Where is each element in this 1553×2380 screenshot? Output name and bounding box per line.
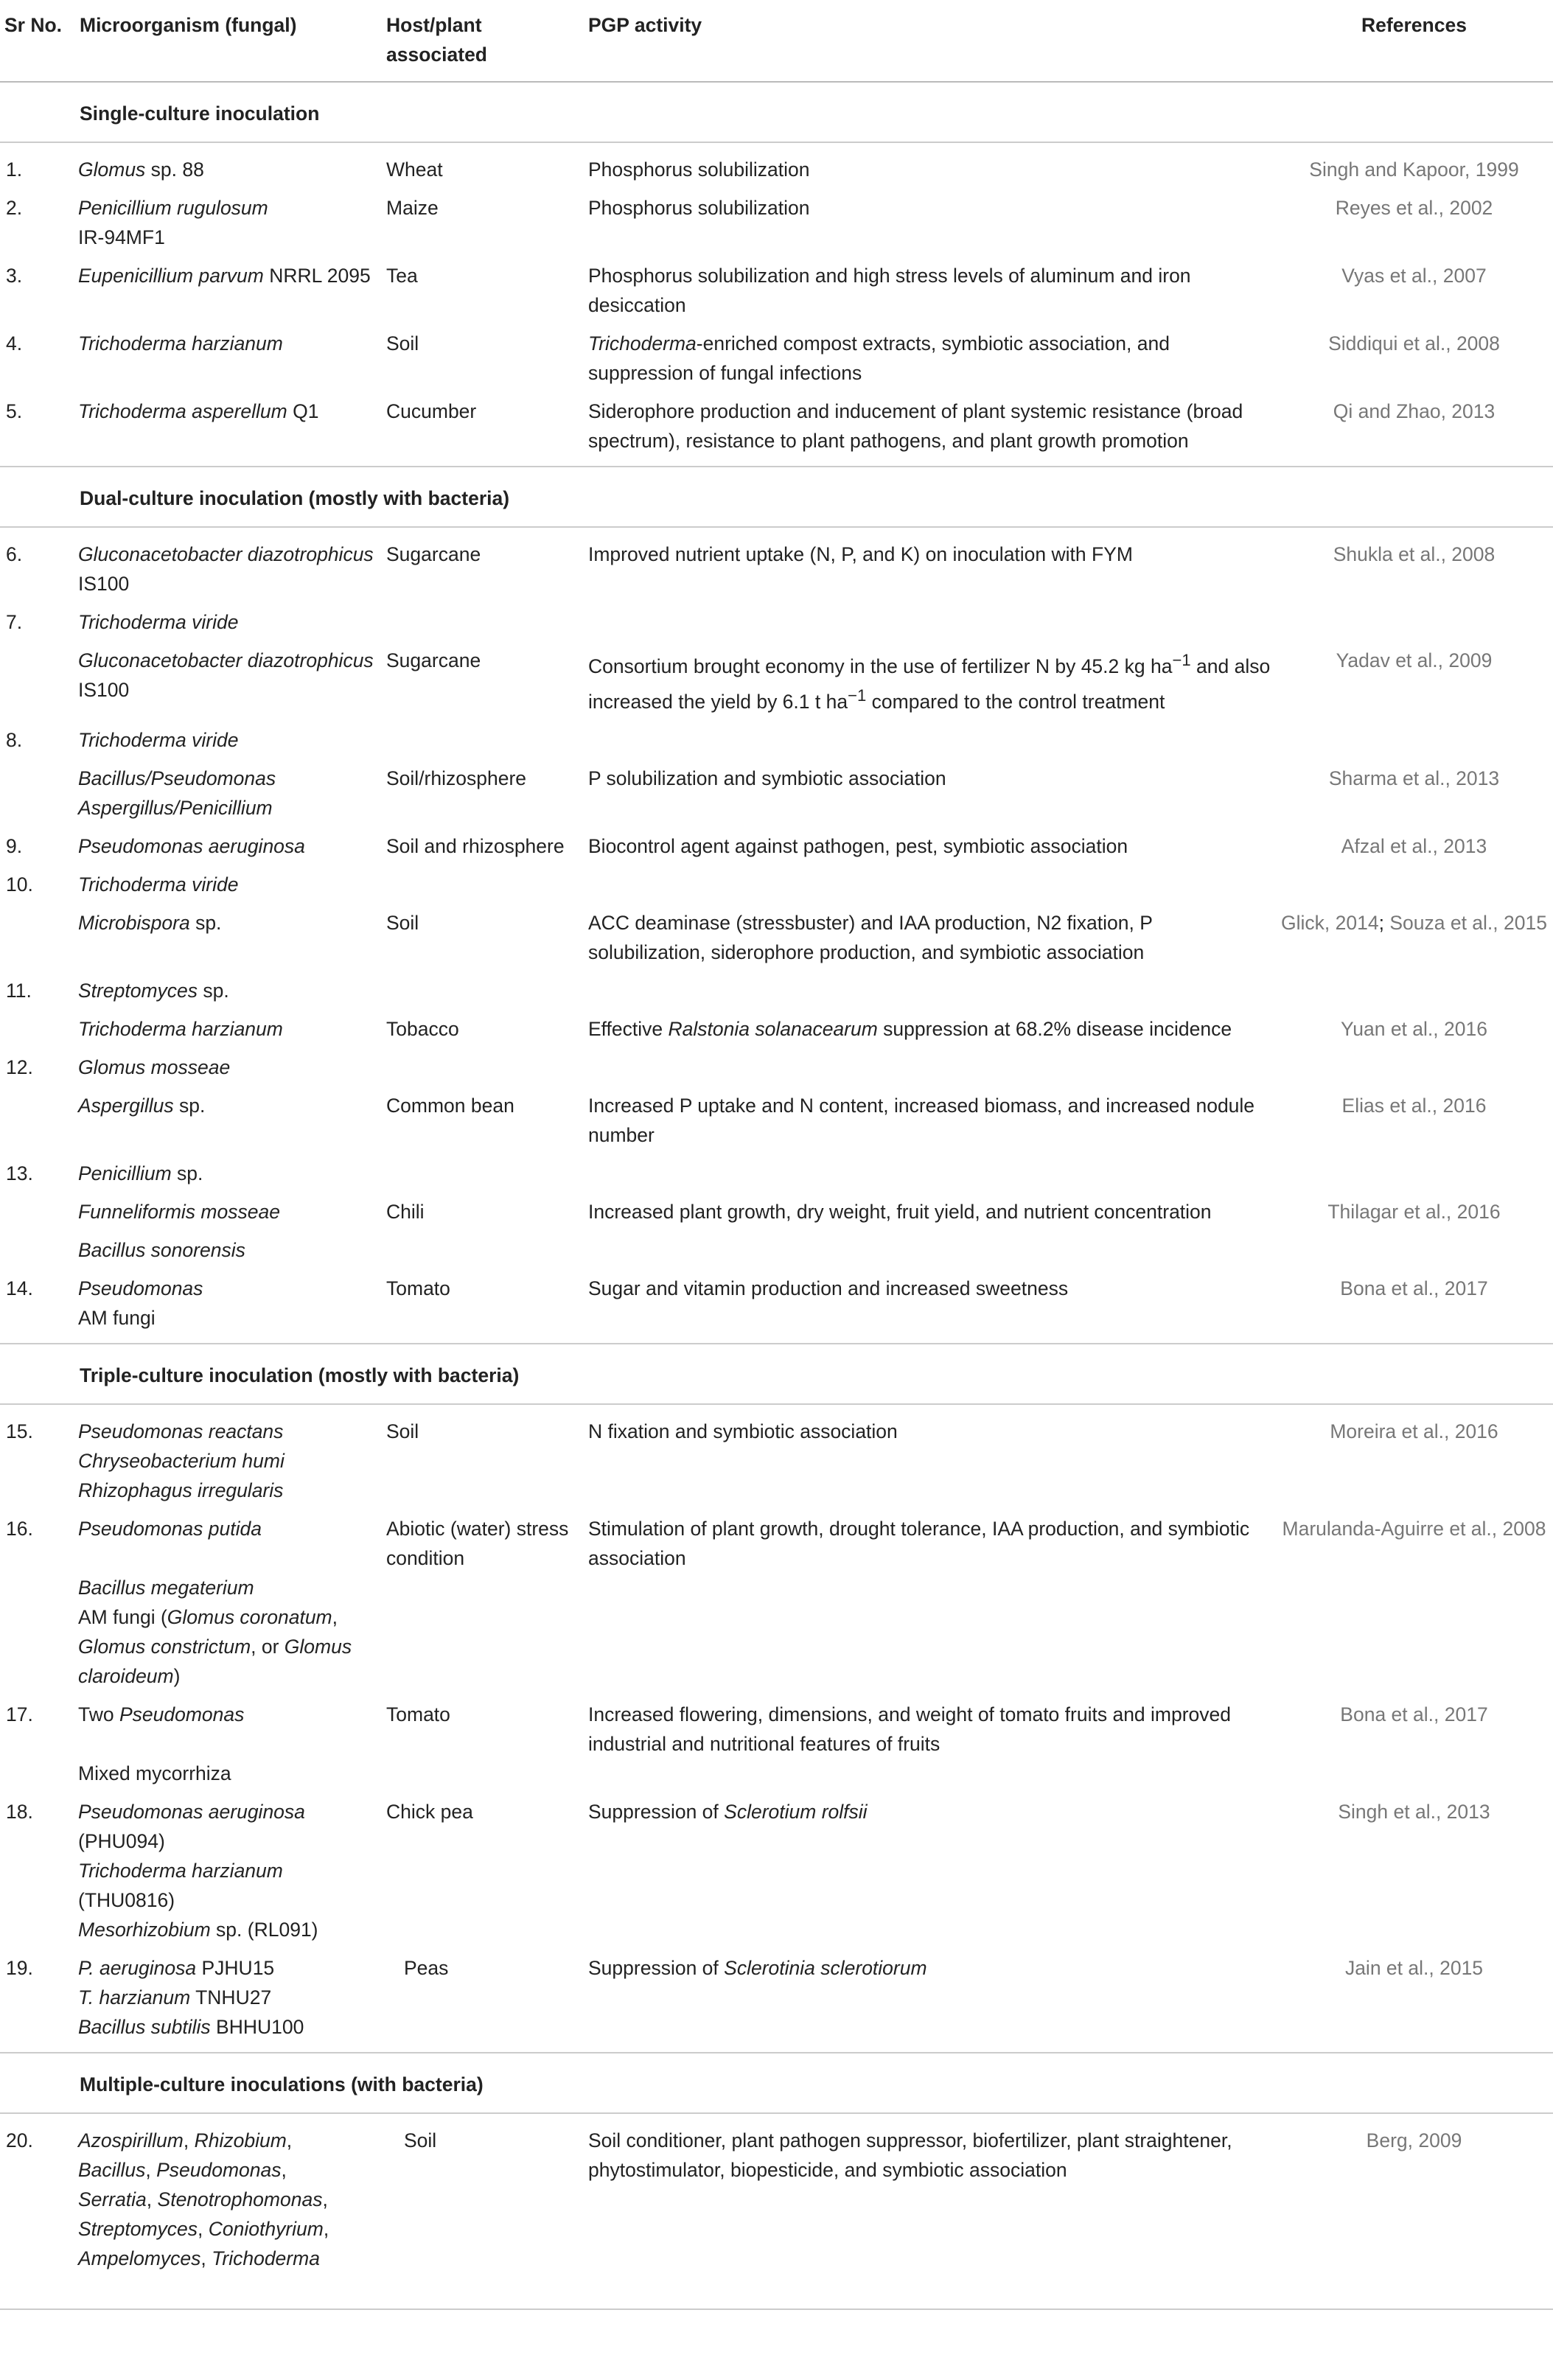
row-number: 17.: [6, 1703, 33, 1725]
pgp-cell: Increased flowering, dimensions, and weight of tomato fruits and improved industrial and nutritional features of fruits: [588, 1703, 1232, 1755]
pgp-cell: Siderophore production and inducement of plant systemic resistance (broad spectrum), resistance to plant pathogens, and plant growth promotion: [584, 392, 1277, 467]
row-number: 6.: [6, 543, 23, 565]
pgp-cell: Increased P uptake and N content, increased biomass, and increased nodule number: [588, 1094, 1255, 1146]
host-cell: Sugarcane: [386, 649, 481, 671]
row-number: 9.: [6, 834, 23, 857]
pgp-cell: ACC deaminase (stressbuster) and IAA production, N2 fixation, P solubilization, siderophore production, and symbiotic association: [588, 911, 1153, 963]
microorganism-cell: Funneliformis mosseae: [78, 1200, 280, 1223]
row-number: 2.: [6, 197, 23, 219]
pgp-cell: Suppression of Sclerotinia sclerotiorum: [584, 1949, 1277, 2053]
table-row: [0, 257, 1553, 324]
microorganism-cell: Trichoderma viride: [78, 728, 239, 751]
reference-link[interactable]: Shukla et al., 2008: [1333, 543, 1496, 565]
host-cell: Tomato: [382, 1269, 584, 1344]
microorganism-cell: Penicillium rugulosum IR-94MF1: [78, 197, 268, 248]
header-sr-no: Sr No.: [0, 0, 75, 82]
section-row-multiple: [0, 2053, 1553, 2113]
microorganism-cell: Pseudomonas aeruginosa: [78, 834, 305, 857]
microorganism-cell: Glomus mosseae: [78, 1055, 231, 1078]
table-row: [0, 1510, 1553, 1695]
host-cell: Tea: [386, 265, 418, 287]
host-cell: Cucumber: [382, 392, 584, 467]
pgp-cell: Improved nutrient uptake (N, P, and K) on inoculation with FYM: [588, 543, 1133, 565]
reference-link[interactable]: Bona et al., 2017: [1340, 1703, 1488, 1725]
host-cell: Common bean: [386, 1094, 514, 1117]
row-number: 14.: [0, 1269, 75, 1344]
host-cell: Tomato: [386, 1703, 450, 1725]
pgp-cell: P solubilization and symbiotic association: [588, 767, 946, 789]
row-number: 7.: [6, 611, 23, 633]
microorganism-cell: Azospirillum, Rhizobium, Bacillus, Pseudomonas, Serratia, Stenotrophomonas, Streptomyces, Coniothyrium, Ampelomyces, Trichoderma: [75, 2113, 382, 2309]
table-row: [0, 1793, 1553, 1949]
microorganism-cell: Aspergillus sp.: [78, 1094, 206, 1117]
table-row: [0, 759, 1553, 827]
row-number: 19.: [0, 1949, 75, 2053]
pgp-cell: Sugar and vitamin production and increased sweetness: [584, 1269, 1277, 1344]
reference-link[interactable]: Marulanda-Aguirre et al., 2008: [1282, 1517, 1546, 1540]
host-cell: Maize: [386, 197, 439, 219]
microorganism-cell: P. aeruginosa PJHU15 T. harzianum TNHU27 Bacillus subtilis BHHU100: [75, 1949, 382, 2053]
table-row-continuation: [0, 1154, 1553, 1193]
header-host: Host/plant associated: [382, 0, 584, 82]
row-number: 13.: [6, 1162, 33, 1184]
pgp-cell: Phosphorus solubilization: [588, 197, 810, 219]
pgp-cell: N fixation and symbiotic association: [588, 1420, 898, 1442]
reference-link[interactable]: Glick, 2014: [1281, 911, 1379, 934]
row-number: 11.: [6, 979, 32, 1002]
reference-link[interactable]: Siddiqui et al., 2008: [1328, 332, 1500, 355]
host-cell: Tobacco: [386, 1017, 459, 1040]
reference-link[interactable]: Moreira et al., 2016: [1330, 1420, 1498, 1442]
reference-link[interactable]: Yuan et al., 2016: [1341, 1017, 1487, 1040]
microorganism-cell: Pseudomonas AM fungi: [75, 1269, 382, 1344]
microorganism-cell: Trichoderma harzianum: [78, 1017, 283, 1040]
reference-link[interactable]: Thilagar et al., 2016: [1327, 1200, 1501, 1223]
pgp-cell: Consortium brought economy in the use of fertilizer N by 45.2 kg $ha^{-1}$ and also increased the yield by 6.1 t $ha^{-1}$ compared to the control treatment: [588, 651, 1271, 713]
pgp-cell: Suppression of Sclerotium rolfsii: [588, 1800, 868, 1823]
section-title-triple: Triple-culture inoculation (mostly with bacteria): [75, 1344, 1553, 1404]
pgp-cell: Trichoderma-enriched compost extracts, symbiotic association, and suppression of fungal infections: [588, 332, 1170, 384]
section-title-single: Single-culture inoculation: [75, 82, 1553, 142]
table-row: [0, 1949, 1553, 2053]
host-cell: Wheat: [386, 158, 443, 181]
reference-link[interactable]: Souza et al., 2015: [1389, 911, 1547, 934]
table-header-row: [0, 0, 1553, 82]
host-cell: Sugarcane: [386, 543, 481, 565]
microorganism-cell: Streptomyces sp.: [78, 979, 229, 1002]
header-pgp-activity: PGP activity: [584, 0, 1277, 82]
header-references: References: [1277, 0, 1553, 82]
table-row: [0, 189, 1553, 257]
host-cell: Soil: [386, 1420, 419, 1442]
table-row: [0, 1269, 1553, 1344]
microorganism-cell: Trichoderma viride: [78, 611, 239, 633]
row-number: 4.: [6, 332, 23, 355]
reference-link[interactable]: Singh and Kapoor, 1999: [1309, 158, 1519, 181]
microorganism-cell: Microbispora sp.: [78, 911, 222, 934]
table-row-continuation: [0, 603, 1553, 641]
microorganism-cell: Eupenicillium parvum NRRL 2095: [78, 265, 371, 287]
microorganism-cell: Gluconacetobacter diazotrophicus IS100: [78, 649, 374, 701]
row-number: 12.: [6, 1055, 33, 1078]
table-row: [0, 527, 1553, 603]
host-cell: Chick pea: [386, 1800, 473, 1823]
pgp-cell: Stimulation of plant growth, drought tolerance, IAA production, and symbiotic association: [588, 1517, 1250, 1569]
microorganism-cell: Pseudomonas aeruginosa (PHU094) Trichoderma harzianum (THU0816) Mesorhizobium sp. (RL091): [78, 1800, 318, 1941]
row-number: 20.: [0, 2113, 75, 2309]
table-row-continuation: [0, 1048, 1553, 1086]
reference-cell: Glick, 2014; Souza et al., 2015: [1281, 911, 1547, 934]
reference-link[interactable]: Elias et al., 2016: [1341, 1094, 1487, 1117]
table-row-continuation: [0, 971, 1553, 1010]
microorganism-cell: Pseudomonas putida Bacillus megaterium AM fungi (Glomus coronatum, Glomus constrictum, or Glomus claroideum): [78, 1517, 352, 1687]
table-row: [0, 142, 1553, 189]
table-row: [0, 827, 1553, 865]
row-number: 8.: [6, 728, 23, 751]
reference-link[interactable]: Jain et al., 2015: [1277, 1949, 1553, 2053]
table-row: [0, 904, 1553, 971]
section-title-dual: Dual-culture inoculation (mostly with bacteria): [75, 467, 1553, 527]
table-row-continuation: [0, 865, 1553, 904]
host-cell: Soil: [386, 332, 419, 355]
table-row: [0, 1010, 1553, 1048]
section-row-single: [0, 82, 1553, 142]
host-cell: Peas: [382, 1949, 584, 2053]
microorganism-cell: Trichoderma viride: [78, 873, 239, 896]
row-number: 16.: [6, 1517, 33, 1540]
microorganism-cell: Bacillus/Pseudomonas Aspergillus/Penicillium: [78, 767, 276, 819]
section-row-dual: [0, 467, 1553, 527]
microorganism-cell: Glomus sp. 88: [78, 158, 204, 181]
host-cell: Soil: [382, 2113, 584, 2309]
host-cell: Soil: [386, 911, 419, 934]
host-cell: Soil/rhizosphere: [386, 767, 527, 789]
table-row: [0, 324, 1553, 392]
table-row: [0, 641, 1553, 721]
pgp-cell: Effective Ralstonia solanacearum suppression at 68.2% disease incidence: [588, 1017, 1232, 1040]
pgp-cell: Soil conditioner, plant pathogen suppressor, biofertilizer, plant straightener, phytostimulator, biopesticide, and symbiotic association: [584, 2113, 1277, 2309]
reference-link[interactable]: Yadav et al., 2009: [1336, 649, 1493, 671]
reference-link[interactable]: Reyes et al., 2002: [1335, 197, 1493, 219]
row-number: 15.: [6, 1420, 33, 1442]
table-row: [0, 1695, 1553, 1793]
microorganism-cell: Pseudomonas reactans Chryseobacterium humi Rhizophagus irregularis: [78, 1420, 285, 1501]
row-number: 18.: [6, 1800, 33, 1823]
reference-link[interactable]: Qi and Zhao, 2013: [1277, 392, 1553, 467]
microorganism-cell: Trichoderma harzianum: [78, 332, 283, 355]
reference-link[interactable]: Vyas et al., 2007: [1341, 265, 1487, 287]
microorganism-cell: Trichoderma asperellum Q1: [75, 392, 382, 467]
reference-link[interactable]: Afzal et al., 2013: [1341, 834, 1487, 857]
table-row-continuation: [0, 721, 1553, 759]
section-title-multiple: Multiple-culture inoculations (with bacteria): [75, 2053, 1553, 2113]
table-row-continuation: [0, 1231, 1553, 1269]
header-microorganism: Microorganism (fungal): [75, 0, 382, 82]
microorganism-cell: Two Pseudomonas Mixed mycorrhiza: [78, 1703, 245, 1784]
row-number: 3.: [6, 265, 23, 287]
row-number: 5.: [0, 392, 75, 467]
pgp-cell: Phosphorus solubilization and high stress levels of aluminum and iron desiccation: [588, 265, 1191, 316]
table-row: [0, 1404, 1553, 1510]
reference-link[interactable]: Sharma et al., 2013: [1328, 767, 1500, 789]
microorganism-cell: Gluconacetobacter diazotrophicus IS100: [78, 543, 374, 595]
microorganism-cell: Penicillium sp.: [78, 1162, 203, 1184]
table-row: [0, 1193, 1553, 1231]
pgp-cell: Increased plant growth, dry weight, fruit yield, and nutrient concentration: [588, 1200, 1212, 1223]
row-number: 1.: [6, 158, 23, 181]
row-number: 10.: [6, 873, 33, 896]
table-row: [0, 1086, 1553, 1154]
host-cell: Soil and rhizosphere: [386, 834, 565, 857]
section-row-triple: [0, 1344, 1553, 1404]
reference-link[interactable]: Bona et al., 2017: [1277, 1269, 1553, 1344]
microorganism-cell: Bacillus sonorensis: [78, 1238, 245, 1261]
pgp-cell: Phosphorus solubilization: [588, 158, 810, 181]
reference-link[interactable]: Singh et al., 2013: [1338, 1800, 1490, 1823]
host-cell: Chili: [386, 1200, 425, 1223]
reference-link[interactable]: Berg, 2009: [1277, 2113, 1553, 2309]
pgp-cell: Biocontrol agent against pathogen, pest, symbiotic association: [588, 834, 1128, 857]
table-row: [0, 2113, 1553, 2309]
host-cell: Abiotic (water) stress condition: [386, 1517, 569, 1569]
table-row: [0, 392, 1553, 467]
